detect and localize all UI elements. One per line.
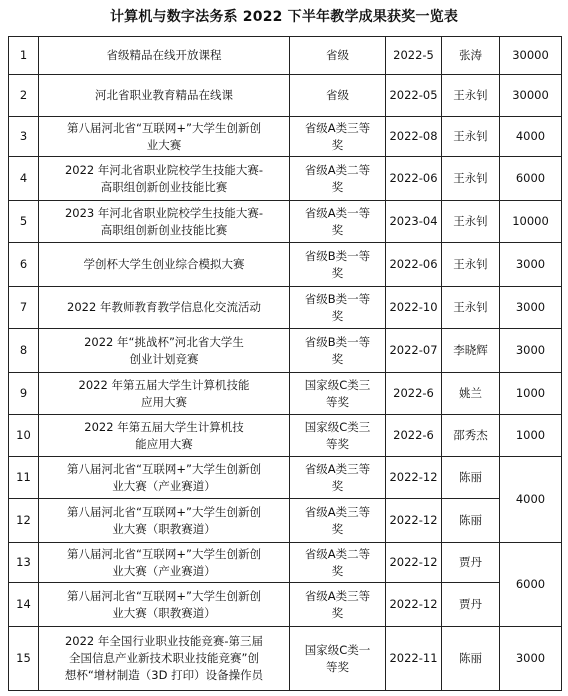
award-name: 第八届河北省“互联网+”大学生创新创 业大赛（职教赛道） <box>39 583 290 627</box>
table-row <box>9 287 562 329</box>
award-amount: 1000 <box>500 373 562 415</box>
table-row <box>9 329 562 373</box>
award-date: 2022-10 <box>386 287 442 329</box>
award-level: 省级A类三等 奖 <box>290 499 386 543</box>
table-row <box>9 415 562 457</box>
award-amount: 30000 <box>500 75 562 117</box>
award-person: 王永钊 <box>442 117 500 157</box>
table-row <box>9 117 562 157</box>
award-level: 省级B类一等 奖 <box>290 329 386 373</box>
award-level: 省级 <box>290 75 386 117</box>
award-date: 2022-12 <box>386 499 442 543</box>
award-amount-merged: 6000 <box>500 543 562 627</box>
award-name: 2022 年河北省职业院校学生技能大赛- 高职组创新创业技能比赛 <box>39 157 290 201</box>
award-person: 王永钊 <box>442 75 500 117</box>
row-number: 8 <box>9 329 39 373</box>
award-level: 省级B类一等 奖 <box>290 243 386 287</box>
table-row <box>9 75 562 117</box>
award-amount: 3000 <box>500 329 562 373</box>
award-amount: 3000 <box>500 287 562 329</box>
table-row <box>9 583 562 627</box>
award-date: 2022-06 <box>386 157 442 201</box>
table-row <box>9 201 562 243</box>
award-name: 第八届河北省“互联网+”大学生创新创 业大赛（产业赛道） <box>39 457 290 499</box>
award-person: 王永钊 <box>442 287 500 329</box>
row-number: 10 <box>9 415 39 457</box>
award-name: 第八届河北省“互联网+”大学生创新创 业大赛 <box>39 117 290 157</box>
row-number: 12 <box>9 499 39 543</box>
row-number: 9 <box>9 373 39 415</box>
award-date: 2022-6 <box>386 373 442 415</box>
award-level: 省级B类一等 奖 <box>290 287 386 329</box>
award-person: 王永钊 <box>442 201 500 243</box>
award-person: 李晓辉 <box>442 329 500 373</box>
award-name: 2022 年第五届大学生计算机技 能应用大赛 <box>39 415 290 457</box>
awards-table <box>8 36 562 691</box>
award-date: 2022-07 <box>386 329 442 373</box>
award-name: 2023 年河北省职业院校学生技能大赛- 高职组创新创业技能比赛 <box>39 201 290 243</box>
award-level: 省级A类二等 奖 <box>290 543 386 583</box>
award-date: 2022-06 <box>386 243 442 287</box>
row-number: 5 <box>9 201 39 243</box>
row-number: 1 <box>9 37 39 75</box>
award-date: 2022-08 <box>386 117 442 157</box>
table-row <box>9 37 562 75</box>
award-date: 2022-05 <box>386 75 442 117</box>
award-amount: 3000 <box>500 243 562 287</box>
award-person: 陈丽 <box>442 627 500 691</box>
award-amount: 4000 <box>500 117 562 157</box>
row-number: 7 <box>9 287 39 329</box>
table-row <box>9 499 562 543</box>
table-row <box>9 157 562 201</box>
award-date: 2022-11 <box>386 627 442 691</box>
award-amount: 3000 <box>500 627 562 691</box>
award-date: 2022-12 <box>386 457 442 499</box>
award-person: 姚兰 <box>442 373 500 415</box>
award-person: 邵秀杰 <box>442 415 500 457</box>
award-level: 国家级C类一 等奖 <box>290 627 386 691</box>
award-level: 省级A类三等 奖 <box>290 583 386 627</box>
award-amount: 30000 <box>500 37 562 75</box>
award-name: 河北省职业教育精品在线课 <box>39 75 290 117</box>
row-number: 14 <box>9 583 39 627</box>
award-person: 贾丹 <box>442 543 500 583</box>
award-name: 第八届河北省“互联网+”大学生创新创 业大赛（产业赛道） <box>39 543 290 583</box>
award-date: 2022-6 <box>386 415 442 457</box>
award-person: 王永钊 <box>442 157 500 201</box>
row-number: 15 <box>9 627 39 691</box>
award-level: 省级 <box>290 37 386 75</box>
award-person: 陈丽 <box>442 457 500 499</box>
award-level: 省级A类三等 奖 <box>290 117 386 157</box>
award-date: 2023-04 <box>386 201 442 243</box>
award-level: 省级A类一等 奖 <box>290 201 386 243</box>
award-person: 陈丽 <box>442 499 500 543</box>
award-name: 2022 年全国行业职业技能竞赛-第三届 全国信息产业新技术职业技能竞赛”创 想杯“增材制造（3D 打印）设备操作员 <box>39 627 290 691</box>
award-person: 王永钊 <box>442 243 500 287</box>
table-row <box>9 457 562 499</box>
award-level: 省级A类二等 奖 <box>290 157 386 201</box>
award-name: 2022 年第五届大学生计算机技能 应用大赛 <box>39 373 290 415</box>
table-row <box>9 543 562 583</box>
award-amount: 1000 <box>500 415 562 457</box>
award-name: 省级精品在线开放课程 <box>39 37 290 75</box>
award-date: 2022-12 <box>386 543 442 583</box>
award-amount-merged: 4000 <box>500 457 562 543</box>
row-number: 3 <box>9 117 39 157</box>
row-number: 2 <box>9 75 39 117</box>
page-title: 计算机与数字法务系 2022 下半年教学成果获奖一览表 <box>109 9 459 25</box>
award-level: 省级A类三等 奖 <box>290 457 386 499</box>
award-name: 2022 年“挑战杯”河北省大学生 创业计划竞赛 <box>39 329 290 373</box>
row-number: 6 <box>9 243 39 287</box>
award-date: 2022-12 <box>386 583 442 627</box>
award-level: 国家级C类三 等奖 <box>290 415 386 457</box>
award-person: 贾丹 <box>442 583 500 627</box>
award-person: 张涛 <box>442 37 500 75</box>
award-amount: 10000 <box>500 201 562 243</box>
row-number: 13 <box>9 543 39 583</box>
award-name: 2022 年教师教育教学信息化交流活动 <box>39 287 290 329</box>
award-name: 第八届河北省“互联网+”大学生创新创 业大赛（职教赛道） <box>39 499 290 543</box>
table-row <box>9 243 562 287</box>
award-level: 国家级C类三 等奖 <box>290 373 386 415</box>
table-row <box>9 373 562 415</box>
row-number: 11 <box>9 457 39 499</box>
award-name: 学创杯大学生创业综合模拟大赛 <box>39 243 290 287</box>
award-date: 2022-5 <box>386 37 442 75</box>
award-amount: 6000 <box>500 157 562 201</box>
table-row <box>9 627 562 691</box>
row-number: 4 <box>9 157 39 201</box>
